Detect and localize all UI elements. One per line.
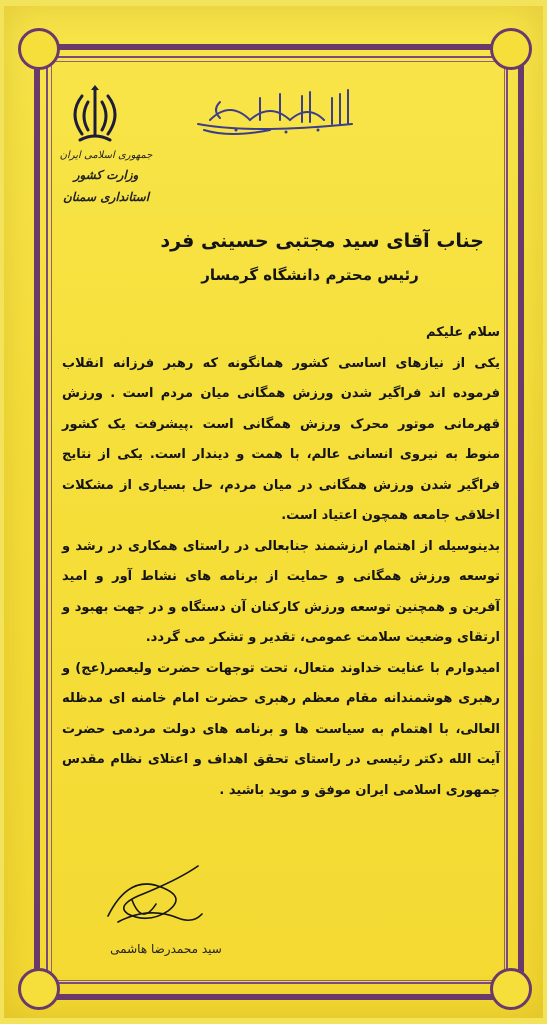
emblem-icon	[64, 84, 126, 148]
handwritten-signature	[98, 856, 208, 936]
letter-paragraph: بدینوسیله از اهتمام ارزشمند جنابعالی در راستای همکاری در رشد و توسعه ورزش همگانی و حمایت از برنامه های نشاط آور و امید آفرین و همچنین توسعه ورزش کارکنان آن دستگاه و در جهت بهبود و ارتقای وضعیت سلامت عمومی، تقدیر و تشکر می گردد.	[62, 538, 500, 645]
frame-corner-ornament	[490, 28, 532, 70]
frame-corner-ornament	[490, 968, 532, 1010]
frame-corner-ornament	[18, 28, 60, 70]
letter-paragraph: یکی از نیازهای اساسی کشور همانگونه که رهبر فرزانه انقلاب فرموده اند فراگیر شدن ورزش همگانی میان مردم است . ورزش قهرمانی موتور محرک ورزش همگانی است .پیشرفت یک کشور منوط به نیروی انسانی عالم، با همت و دیندار است. یکی از نتایج فراگیر شدن ورزش همگانی در میان مردم، حل بسیاری از مشکلات اخلاقی جامعه همچون اعتیاد است.	[62, 355, 500, 523]
gov-line-province: استانداری سمنان	[62, 190, 150, 204]
signer-name: سید محمدرضا هاشمی	[110, 942, 222, 956]
recipient-name: جناب آقای سید مجتبی حسینی فرد	[160, 230, 484, 252]
letter-body	[62, 318, 500, 806]
recipient-title: رئیس محترم دانشگاه گرمسار	[201, 266, 419, 284]
basmala-calligraphy	[190, 80, 360, 142]
gov-line-ministry: وزارت کشور	[73, 168, 139, 182]
letter-greeting: سلام علیکم	[426, 325, 500, 340]
letter-paragraph: امیدوارم با عنایت خداوند متعال، تحت توجهات حضرت ولیعصر(عج) و رهبری هوشمندانه مقام معظم رهبری حضرت امام خامنه ای مدظله العالی، با اهتمام به سیاست ها و برنامه های دولت مردمی حضرت آیت الله دکتر رئیسی در راستای تحقق اهداف و اعتلای نظام مقدس جمهوری اسلامی ایران موفق و موید باشید .	[62, 660, 500, 798]
gov-line-republic: جمهوری اسلامی ایران	[59, 150, 153, 161]
frame-corner-ornament	[18, 968, 60, 1010]
